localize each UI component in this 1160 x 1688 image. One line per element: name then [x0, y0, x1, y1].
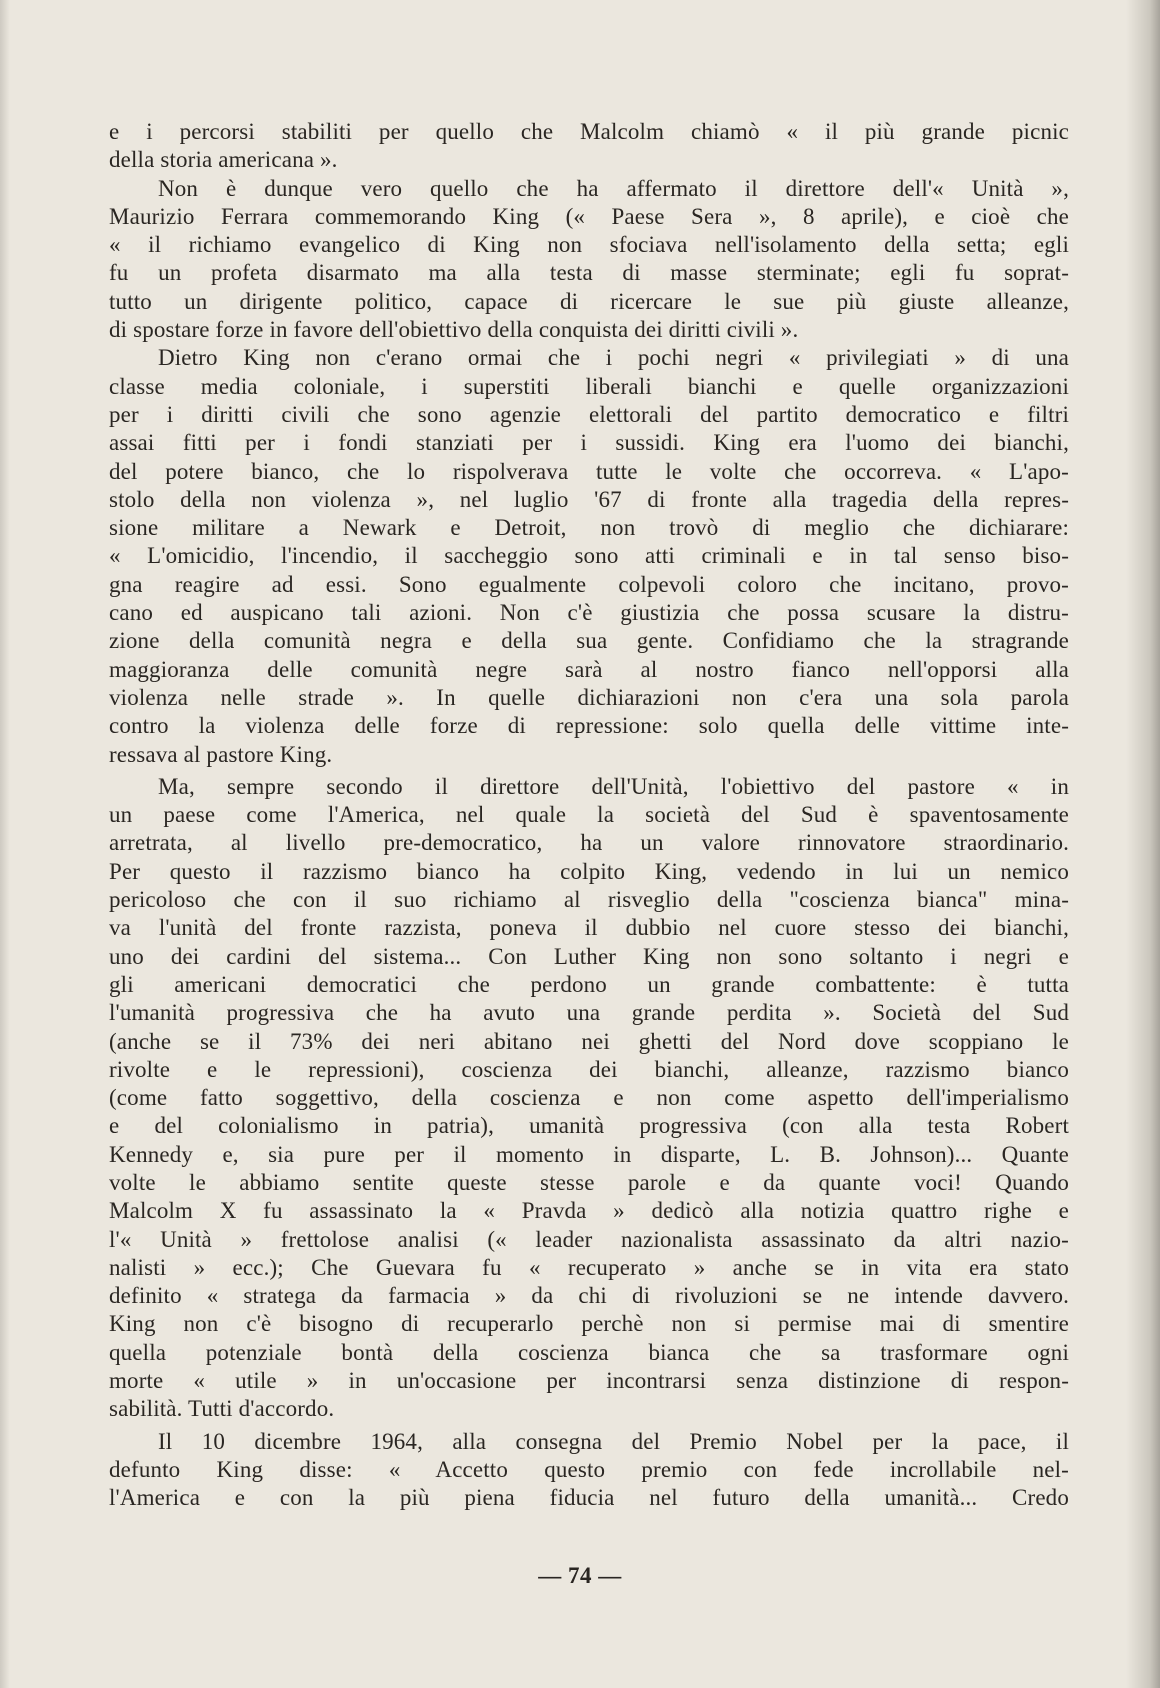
- paragraph: [109, 344, 1069, 768]
- text-line: l'« Unità » frettolose analisi (« leader nazionalista assassinato da altri nazio-: [109, 1226, 1069, 1252]
- text-line: sabilità. Tutti d'accordo.: [109, 1396, 335, 1422]
- text-line: Dietro King non c'erano ormai che i pochi negri « privilegiati » di una: [158, 345, 1069, 371]
- text-line: per i diritti civili che sono agenzie elettorali del partito democratico e filtri: [109, 401, 1069, 427]
- text-line: pericoloso che con il suo richiamo al risveglio della "coscienza bianca" mina-: [109, 887, 1069, 913]
- text-line: gli americani democratici che perdono un grande combattente: è tutta: [109, 971, 1069, 997]
- paragraph: [109, 773, 1069, 1424]
- paragraph: [109, 175, 1069, 345]
- text-line: del potere bianco, che lo rispolverava tutte le volte che occorreva. « L'apo-: [109, 458, 1069, 484]
- text-line: cano ed auspicano tali azioni. Non c'è giustizia che possa scusare la distru-: [109, 600, 1069, 626]
- text-line: « L'omicidio, l'incendio, il saccheggio sono atti criminali e in tal senso biso-: [109, 543, 1069, 569]
- text-line: l'umanità progressiva che ha avuto una grande perdita ». Società del Sud: [109, 1000, 1069, 1026]
- page-number: — 74 —: [538, 1563, 622, 1588]
- text-line: tutto un dirigente politico, capace di ricercare le sue più giuste alleanze,: [109, 288, 1069, 314]
- text-line: quella potenziale bontà della coscienza bianca che sa trasformare ogni: [109, 1339, 1069, 1365]
- text-line: nalisti » ecc.); Che Guevara fu « recuperato » anche se in vita era stato: [109, 1254, 1069, 1280]
- text-line: Kennedy e, sia pure per il momento in disparte, L. B. Johnson)... Quante: [109, 1141, 1069, 1167]
- text-line: e i percorsi stabiliti per quello che Malcolm chiamò « il più grande picnic: [109, 119, 1069, 144]
- text-line: un paese come l'America, nel quale la società del Sud è spaventosamente: [109, 802, 1069, 828]
- text-line: sione militare a Newark e Detroit, non trovò di meglio che dichiarare:: [109, 515, 1069, 541]
- text-line: Il 10 dicembre 1964, alla consegna del Premio Nobel per la pace, il: [158, 1428, 1069, 1454]
- text-line: e del colonialismo in patria), umanità progressiva (con alla testa Robert: [109, 1113, 1069, 1139]
- text-line: contro la violenza delle forze di repressione: solo quella delle vittime inte-: [109, 713, 1069, 739]
- text-line: della storia americana ».: [109, 147, 338, 173]
- text-line: l'America e con la più piena fiducia nel futuro della umanità... Credo: [109, 1485, 1069, 1511]
- text-line: Ma, sempre secondo il direttore dell'Unità, l'obiettivo del pastore « in: [158, 773, 1069, 799]
- text-line: assai fitti per i fondi stanziati per i sussidi. King era l'uomo dei bianchi,: [109, 430, 1069, 456]
- text-line: Non è dunque vero quello che ha affermato il direttore dell'« Unità »,: [158, 175, 1069, 201]
- text-line: (anche se il 73% dei neri abitano nei ghetti del Nord dove scoppiano le: [109, 1028, 1069, 1054]
- text-line: « il richiamo evangelico di King non sfociava nell'isolamento della setta; egli: [109, 232, 1069, 258]
- text-line: ressava al pastore King.: [109, 741, 333, 767]
- text-line: violenza nelle strade ». In quelle dichiarazioni non c'era una sola parola: [109, 684, 1069, 710]
- text-line: zione della comunità negra e della sua gente. Confidiamo che la stragrande: [109, 628, 1069, 654]
- body-text: [109, 118, 1069, 1513]
- text-line: Malcolm X fu assassinato la « Pravda » dedicò alla notizia quattro righe e: [109, 1198, 1069, 1224]
- text-line: volte le abbiamo sentite queste stesse parole e da quante voci! Quando: [109, 1169, 1069, 1195]
- text-line: maggioranza delle comunità negre sarà al nostro fianco nell'opporsi alla: [109, 656, 1069, 682]
- text-line: fu un profeta disarmato ma alla testa di masse sterminate; egli fu soprat-: [109, 260, 1069, 286]
- text-line: stolo della non violenza », nel luglio '67 di fronte alla tragedia della repres-: [109, 486, 1069, 512]
- text-line: Maurizio Ferrara commemorando King (« Paese Sera », 8 aprile), e cioè che: [109, 203, 1069, 229]
- text-line: di spostare forze in favore dell'obiettivo della conquista dei diritti civili ».: [109, 317, 799, 343]
- text-line: King non c'è bisogno di recuperarlo perchè non si permise mai di smentire: [109, 1311, 1069, 1337]
- text-line: rivolte e le repressioni), coscienza dei bianchi, alleanze, razzismo bianco: [109, 1056, 1069, 1082]
- text-line: defunto King disse: « Accetto questo premio con fede incrollabile nel-: [109, 1456, 1069, 1482]
- paragraph: [109, 1428, 1069, 1513]
- text-line: arretrata, al livello pre-democratico, ha un valore rinnovatore straordinario.: [109, 830, 1069, 856]
- text-line: definito « stratega da farmacia » da chi di rivoluzioni se ne intende davvero.: [109, 1283, 1069, 1309]
- text-line: Per questo il razzismo bianco ha colpito King, vedendo in lui un nemico: [109, 858, 1069, 884]
- text-line: va l'unità del fronte razzista, poneva il dubbio nel cuore stesso dei bianchi,: [109, 915, 1069, 941]
- text-line: (come fatto soggettivo, della coscienza e non come aspetto dell'imperialismo: [109, 1085, 1069, 1111]
- text-line: classe media coloniale, i superstiti liberali bianchi e quelle organizzazioni: [109, 373, 1069, 399]
- paragraph: [109, 118, 1069, 175]
- text-line: morte « utile » in un'occasione per incontrarsi senza distinzione di respon-: [109, 1368, 1069, 1394]
- text-line: uno dei cardini del sistema... Con Luther King non sono soltanto i negri e: [109, 943, 1069, 969]
- text-line: gna reagire ad essi. Sono egualmente colpevoli coloro che incitano, provo-: [109, 571, 1069, 597]
